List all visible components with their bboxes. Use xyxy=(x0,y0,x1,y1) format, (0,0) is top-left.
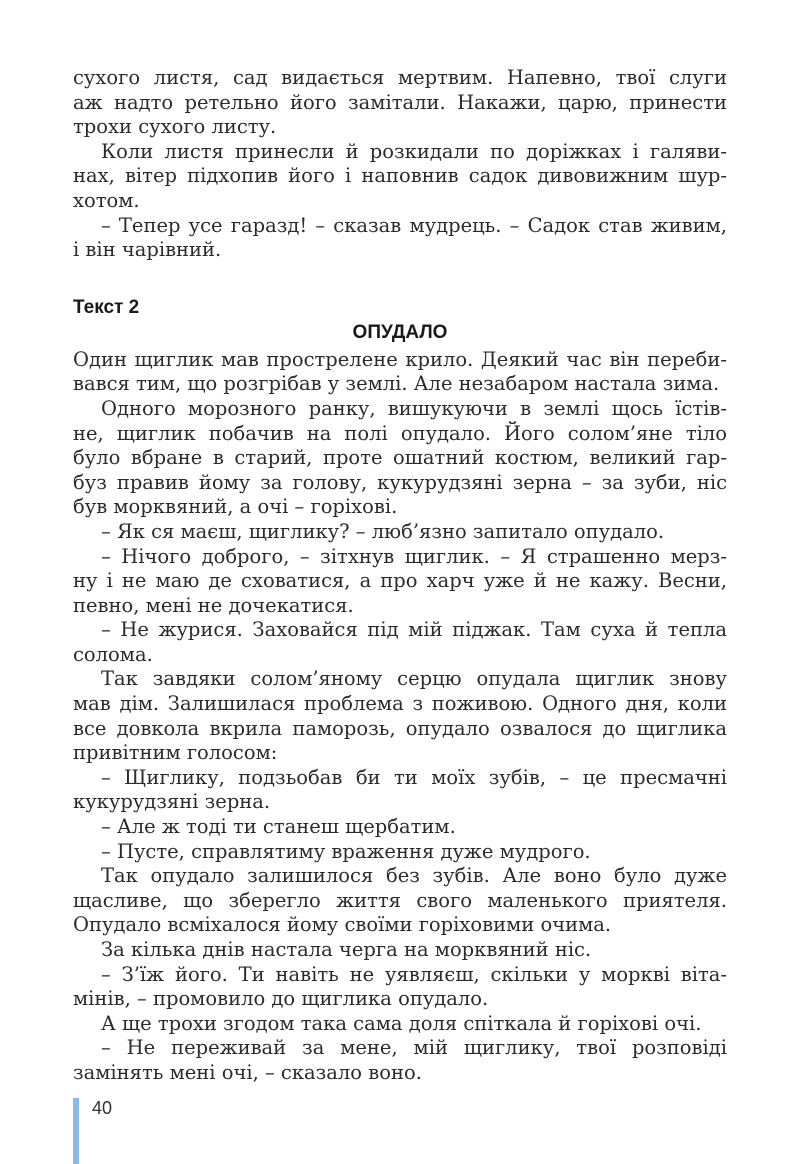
text-line: щасливе, що зберегло життя свого маленького приятеля. xyxy=(73,888,727,912)
story-title: ОПУДАЛО xyxy=(352,321,448,343)
text-line: привітним голосом: xyxy=(73,741,278,765)
text-line: – Пусте, справлятиму враження дуже мудрого. xyxy=(101,839,591,863)
text-line: Коли листя принесли й розкидали по доріжках і галяви- xyxy=(101,139,727,163)
text-line: А ще трохи згодом така сама доля спіткала й горіхові очі. xyxy=(101,1011,702,1035)
text-line: Опудало всміхалося йому своїми горіховими очима. xyxy=(73,913,612,937)
text-line: Один щиглик мав прострелене крило. Деякий час він переби- xyxy=(73,347,727,371)
page-body xyxy=(73,66,727,1086)
section-heading: Текст 2 xyxy=(73,296,140,318)
text-line: – Як ся маєш, щиглику? – люб’язно запитало опудало. xyxy=(101,519,665,543)
story-text xyxy=(73,348,727,1086)
text-line: – З’їж його. Ти навіть не уявляєш, скільки у моркві віта- xyxy=(101,962,727,986)
text-line: все довкола вкрила паморозь, опудало озвалося до щиглика xyxy=(73,716,727,740)
text-line: За кілька днів настала черга на морквяний ніс. xyxy=(101,938,592,961)
text-line: певно, мені не дочекатися. xyxy=(73,593,354,617)
text-line: – Але ж тоді ти станеш щербатим. xyxy=(101,815,456,839)
text-line: сухого листя, сад видається мертвим. Напевно, твої слуги xyxy=(73,66,727,89)
page-number: 40 xyxy=(92,1098,113,1118)
text-line: – Щиглику, подзьобав би ти моїх зубів, – це пресмачні xyxy=(101,765,727,789)
text-line: Так завдяки солом’яному серцю опудала щиглик знову xyxy=(101,667,727,691)
text-line: вався тим, що розгрібав у землі. Але незабаром настала зима. xyxy=(73,372,720,396)
text-line: аж надто ретельно його замітали. Накажи, царю, принести xyxy=(73,90,727,114)
text-line: Так опудало залишилося без зубів. Але воно було дуже xyxy=(101,864,727,888)
text-line: нах, вітер підхопив його і наповнив садок дивовижним шур- xyxy=(73,164,727,188)
continued-text xyxy=(73,66,727,263)
text-line: Одного морозного ранку, вишукуючи в землі щось їстів- xyxy=(101,396,727,420)
text-line: солома. xyxy=(73,642,153,666)
text-line: кукурудзяні зерна. xyxy=(73,790,271,814)
text-line: буз правив йому за голову, кукурудзяні зерна – за зуби, ніс xyxy=(73,470,727,494)
text-line: мінів, – промовило до щиглика опудало. xyxy=(73,987,489,1011)
text-line: і він чарівний. xyxy=(73,238,222,262)
text-line: було вбране в старий, проте ошатний костюм, великий гар- xyxy=(73,446,727,470)
text-line: – Тепер усе гаразд! – сказав мудрець. – Садок став живим, xyxy=(101,213,727,237)
text-line: ну і не маю де сховатися, а про харч уже й не кажу. Весни, xyxy=(73,569,727,593)
text-line: був морквяний, а очі – горіхові. xyxy=(73,495,398,519)
text-line: замінять мені очі, – сказало воно. xyxy=(73,1060,422,1084)
text-line: хотом. xyxy=(73,188,140,212)
text-line: – Нічого доброго, – зітхнув щиглик. – Я страшенно мерз- xyxy=(101,544,727,568)
text-line: – Не журися. Заховайся під мій піджак. Там суха й тепла xyxy=(101,618,727,642)
text-line: мав дім. Залишилася проблема з поживою. Одного дня, коли xyxy=(73,692,727,716)
text-line: трохи сухого листу. xyxy=(73,115,277,139)
text-line: не, щиглик побачив на полі опудало. Його солом’яне тіло xyxy=(73,421,727,445)
page-marker-bar xyxy=(73,1098,79,1164)
text-line: – Не переживай за мене, мій щиглику, твої розповіді xyxy=(101,1036,727,1060)
